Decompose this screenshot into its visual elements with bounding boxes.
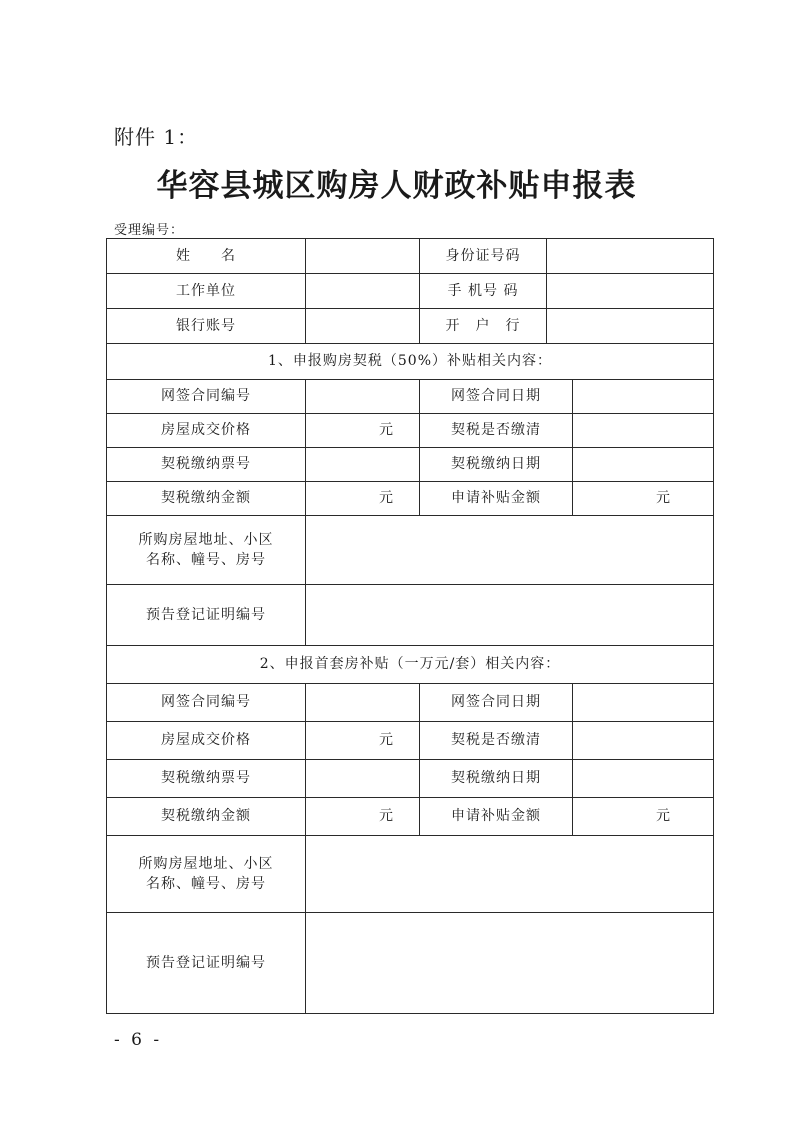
s1-contract-date-field[interactable]: [573, 380, 714, 414]
s2-presale-label: 预告登记证明编号: [107, 913, 306, 1014]
s2-row-contract: [107, 684, 714, 722]
s2-subsidy-label: 申请补贴金额: [420, 798, 573, 836]
s1-contract-date-label: 网签合同日期: [420, 380, 573, 414]
s2-address-field[interactable]: [306, 836, 714, 913]
s1-tax-paid-field[interactable]: [573, 414, 714, 448]
employer-field[interactable]: [306, 274, 420, 309]
s1-tax-invoice-field[interactable]: [306, 448, 420, 482]
s2-contract-date-label: 网签合同日期: [420, 684, 573, 722]
s2-tax-date-label: 契税缴纳日期: [420, 760, 573, 798]
bank-field[interactable]: [547, 309, 714, 344]
s1-price-label: 房屋成交价格: [107, 414, 306, 448]
s2-tax-amount-field[interactable]: 元: [306, 798, 420, 836]
s2-address-label: [107, 836, 306, 913]
s1-address-label: [107, 516, 306, 585]
s2-contract-date-field[interactable]: [573, 684, 714, 722]
s2-price-field[interactable]: 元: [306, 722, 420, 760]
s2-subsidy-field[interactable]: 元: [573, 798, 714, 836]
s2-address-label-line1: 所购房屋地址、小区: [138, 855, 274, 872]
s1-tax-date-field[interactable]: [573, 448, 714, 482]
s2-contract-no-field[interactable]: [306, 684, 420, 722]
s2-row-presale: [107, 913, 714, 1014]
employer-label: 工作单位: [107, 274, 306, 309]
s1-address-field[interactable]: [306, 516, 714, 585]
s2-row-price: [107, 722, 714, 760]
section1-heading: 1、申报购房契税（50%）补贴相关内容：: [107, 344, 714, 380]
id-number-field[interactable]: [547, 239, 714, 274]
s2-contract-no-label: 网签合同编号: [107, 684, 306, 722]
s1-contract-no-label: 网签合同编号: [107, 380, 306, 414]
row-employer: [107, 274, 714, 309]
s2-row-address: [107, 836, 714, 913]
bank-account-label: 银行账号: [107, 309, 306, 344]
page-number: - 6 -: [114, 1030, 163, 1050]
s1-contract-no-field[interactable]: [306, 380, 420, 414]
s1-subsidy-field[interactable]: 元: [573, 482, 714, 516]
s2-tax-date-field[interactable]: [573, 760, 714, 798]
s2-price-label: 房屋成交价格: [107, 722, 306, 760]
acceptance-number-label: 受理编号：: [114, 223, 185, 238]
s1-tax-paid-label: 契税是否缴清: [420, 414, 573, 448]
s1-row-address: [107, 516, 714, 585]
s2-presale-field[interactable]: [306, 913, 714, 1014]
s1-tax-date-label: 契税缴纳日期: [420, 448, 573, 482]
s1-address-label-line1: 所购房屋地址、小区: [138, 531, 274, 548]
id-number-label: 身份证号码: [420, 239, 547, 274]
s1-tax-amount-field[interactable]: 元: [306, 482, 420, 516]
s1-presale-label: 预告登记证明编号: [107, 585, 306, 646]
section2-heading-row: [107, 646, 714, 684]
name-field[interactable]: [306, 239, 420, 274]
page-title: 华容县城区购房人财政补贴申报表: [156, 168, 637, 204]
s1-row-presale: [107, 585, 714, 646]
s1-subsidy-label: 申请补贴金额: [420, 482, 573, 516]
s1-row-price: [107, 414, 714, 448]
s2-tax-paid-field[interactable]: [573, 722, 714, 760]
s1-presale-field[interactable]: [306, 585, 714, 646]
phone-label: 手 机号 码: [420, 274, 547, 309]
s2-tax-amount-label: 契税缴纳金额: [107, 798, 306, 836]
s1-address-label-line2: 名称、幢号、房号: [146, 552, 266, 568]
section1-heading-row: [107, 344, 714, 380]
bank-account-field[interactable]: [306, 309, 420, 344]
subsidy-application-form: [106, 238, 714, 1014]
s2-tax-paid-label: 契税是否缴清: [420, 722, 573, 760]
bank-label: 开 户 行: [420, 309, 547, 344]
s1-tax-amount-label: 契税缴纳金额: [107, 482, 306, 516]
s1-tax-invoice-label: 契税缴纳票号: [107, 448, 306, 482]
s1-row-contract: [107, 380, 714, 414]
s2-row-amount: [107, 798, 714, 836]
row-name: [107, 239, 714, 274]
section2-heading: 2、申报首套房补贴（一万元/套）相关内容：: [107, 646, 714, 684]
attachment-label: 附件 1：: [114, 125, 199, 149]
name-label: 姓 名: [107, 239, 306, 274]
s1-row-invoice: [107, 448, 714, 482]
s2-tax-invoice-label: 契税缴纳票号: [107, 760, 306, 798]
s1-row-amount: [107, 482, 714, 516]
row-bank: [107, 309, 714, 344]
s2-address-label-line2: 名称、幢号、房号: [146, 876, 266, 892]
s2-row-invoice: [107, 760, 714, 798]
s2-tax-invoice-field[interactable]: [306, 760, 420, 798]
phone-field[interactable]: [547, 274, 714, 309]
s1-price-field[interactable]: 元: [306, 414, 420, 448]
